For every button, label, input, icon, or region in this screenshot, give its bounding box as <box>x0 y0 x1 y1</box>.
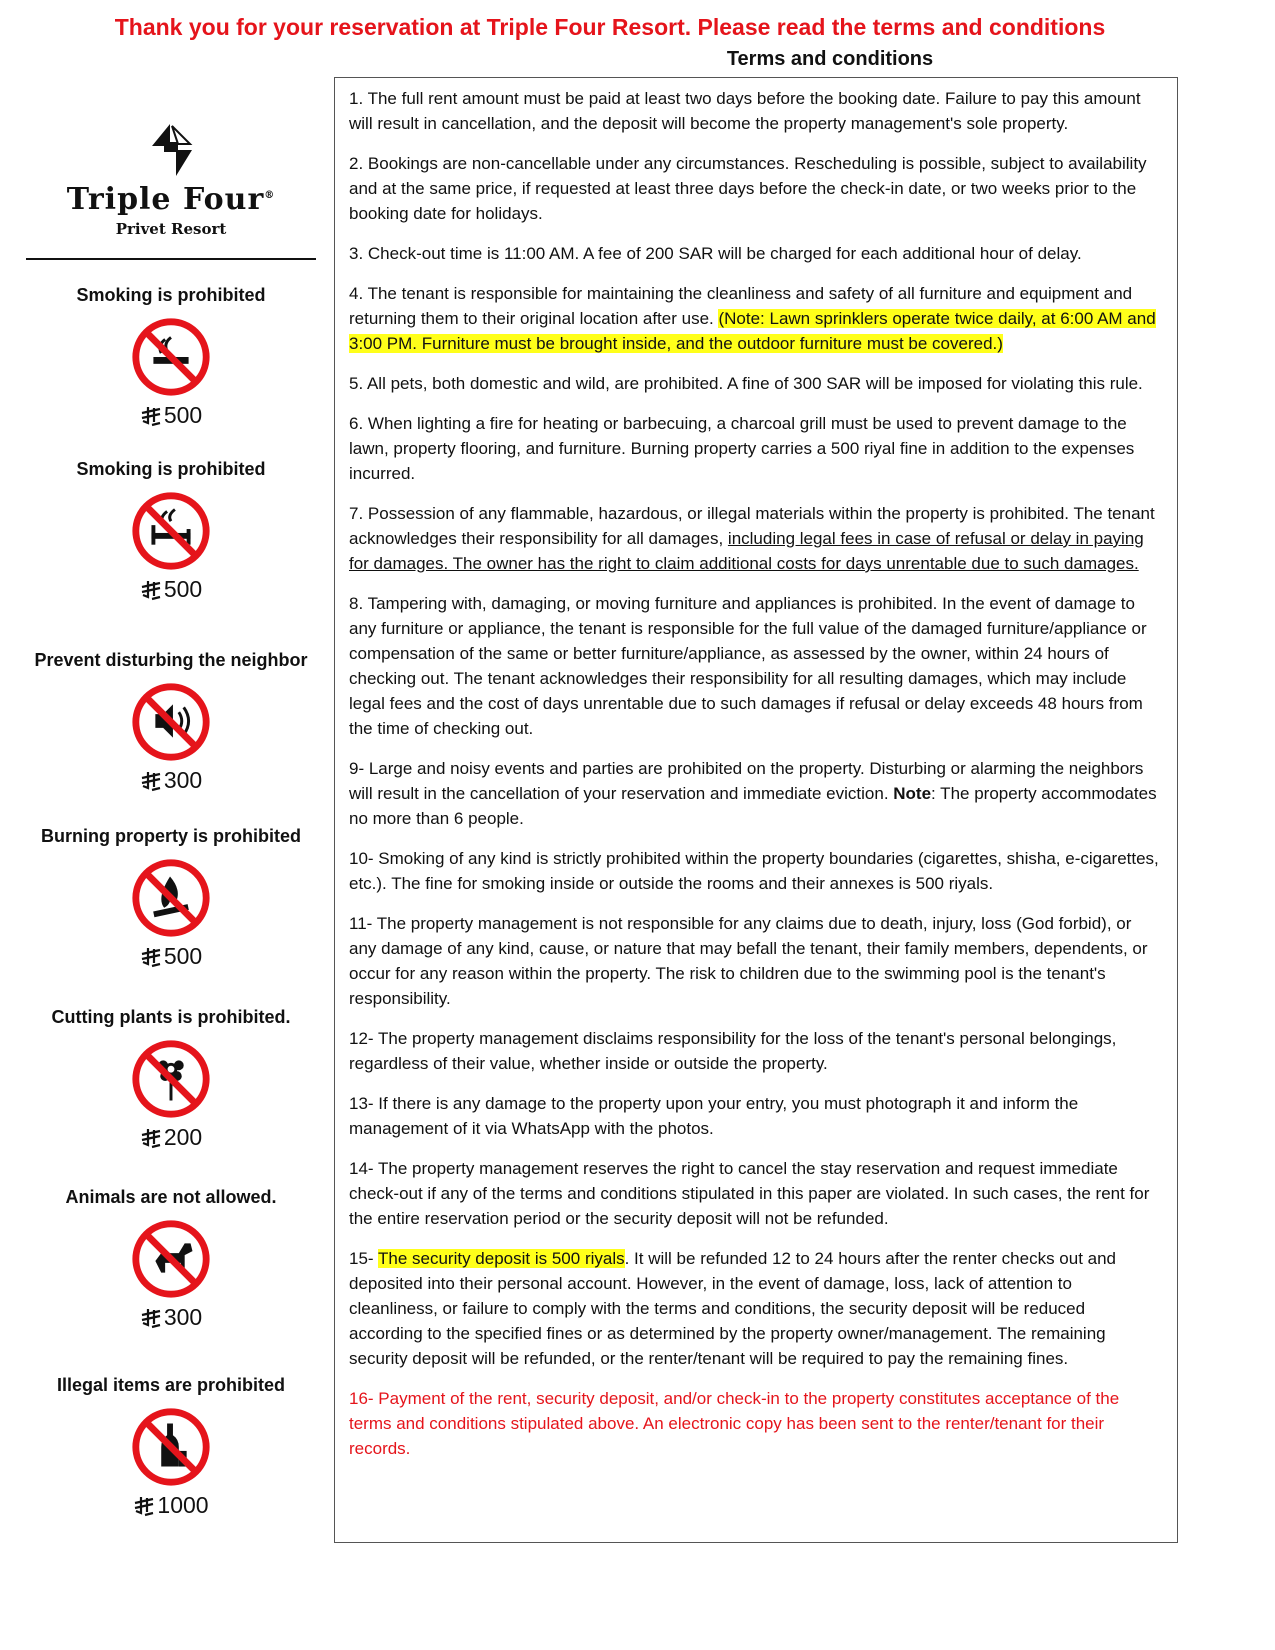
rule-title: Animals are not allowed. <box>65 1187 277 1207</box>
resort-logo <box>26 122 316 242</box>
term-12: 12- The property management disclaims responsibility for the loss of the tenant's personal belongings, regardless of their value, whether inside or outside the property. <box>349 1029 1117 1073</box>
no-smoking-icon <box>128 314 214 400</box>
no-smoking-bed-icon <box>128 488 214 574</box>
term-4-text: 4. The tenant is responsible for maintaining the cleanliness and safety of all furniture and equipment and returning them to their original location after use. <box>349 284 1133 328</box>
rule-item <box>26 285 316 429</box>
term-15-highlight: The security deposit is 500 riyals <box>378 1249 625 1268</box>
term-2: 2. Bookings are non-cancellable under any circumstances. Rescheduling is possible, subject to availability and at the same price, if requested at least three days before the check-in date, or two weeks prior to the booking date for holidays. <box>349 154 1147 223</box>
fine-amount: 500 <box>163 402 203 428</box>
term-6: 6. When lighting a fire for heating or barbecuing, a charcoal grill must be used to prevent damage to the lawn, property flooring, and furniture. Burning property carries a 500 riyal fine in addition to the expenses incurred. <box>349 414 1135 483</box>
term-1: 1. The full rent amount must be paid at least two days before the booking date. Failure to pay this amount will result in cancellation, and the deposit will become the property management's sole property. <box>349 89 1141 133</box>
riyal-sign-icon <box>140 579 162 601</box>
term-7-underlined: including legal fees in case of refusal or delay in paying for damages. The owner has the right to claim additional costs for days unrentable due to such damages. <box>349 529 1144 573</box>
term-4-highlight: (Note: Lawn sprinklers operate twice daily, at 6:00 AM and 3:00 PM. Furniture must be brought inside, and the outdoor furniture must be covered.) <box>349 309 1156 353</box>
riyal-sign-icon <box>140 946 162 968</box>
fine-amount: 300 <box>163 767 203 793</box>
term-10: 10- Smoking of any kind is strictly prohibited within the property boundaries (cigarettes, shisha, e-cigarettes, etc.). The fine for smoking inside or outside the rooms and their annexes is 500 riyals. <box>349 849 1159 893</box>
riyal-sign-icon <box>140 770 162 792</box>
rule-item <box>26 826 316 970</box>
term-4 <box>349 281 1163 356</box>
rule-fine <box>26 576 316 603</box>
term-9-text: 9- Large and noisy events and parties are prohibited on the property. Disturbing or alarming the neighbors will result in the cancellation of your reservation and immediate eviction. <box>349 759 1144 803</box>
term-8: 8. Tampering with, damaging, or moving furniture and appliances is prohibited. In the event of damage to any furniture or appliance, the tenant is responsible for the full value of the damaged furniture/appliance or compensation of the same or better furniture/appliance, as assessed by the owner, within 24 hours of checking out. The tenant acknowledges their responsibility for all resulting damages, which may include legal fees and the cost of days unrentable due to such damages if refusal or delay exceeds 48 hours from the time of checking out. <box>349 594 1147 738</box>
term-9 <box>349 756 1163 831</box>
rule-item <box>26 1187 316 1331</box>
riyal-sign-icon <box>140 1127 162 1149</box>
rule-title: Smoking is prohibited <box>76 459 266 479</box>
rule-fine <box>26 1124 316 1151</box>
rule-title: Cutting plants is prohibited. <box>51 1007 291 1027</box>
term-11: 11- The property management is not responsible for any claims due to death, injury, loss (God forbid), or any damage of any kind, cause, or nature that may befall the tenant, their family members, dependents, or occur for any reason within the property. The risk to children due to the swimming pool is the tenant's responsibility. <box>349 914 1148 1008</box>
rule-title: Burning property is prohibited <box>41 826 301 846</box>
fine-amount: 200 <box>163 1124 203 1150</box>
no-noise-icon <box>128 679 214 765</box>
no-fire-icon <box>128 855 214 941</box>
logo-name: Triple Four® <box>66 182 276 217</box>
logo-subtitle: Privet Resort <box>115 220 227 238</box>
rule-item <box>26 459 316 603</box>
fine-amount: 500 <box>163 576 203 602</box>
fine-amount: 1000 <box>157 1492 209 1518</box>
rule-fine <box>26 1492 316 1519</box>
rule-title: Smoking is prohibited <box>76 285 266 305</box>
terms-title: Terms and conditions <box>726 48 934 70</box>
no-illegal-items-icon <box>128 1404 214 1490</box>
terms-box <box>334 77 1178 1543</box>
term-14: 14- The property management reserves the right to cancel the stay reservation and request immediate check-out if any of the terms and conditions stipulated in this paper are violated. In such cases, the rent for the entire reservation period or the security deposit will not be refunded. <box>349 1159 1150 1228</box>
term-15 <box>349 1246 1163 1371</box>
term-7 <box>349 501 1163 576</box>
term-9-note: Note <box>893 784 932 803</box>
rule-title: Prevent disturbing the neighbor <box>34 650 308 670</box>
no-cutting-plants-icon <box>128 1036 214 1122</box>
term-16: 16- Payment of the rent, security deposit, and/or check-in to the property constitutes acceptance of the terms and conditions stipulated above. An electronic copy has been sent to the renter/tenant for their records. <box>349 1389 1120 1458</box>
term-7-text: 7. Possession of any flammable, hazardous, or illegal materials within the property is prohibited. The tenant acknowledges their responsibility for all damages, <box>349 504 1155 548</box>
rule-fine <box>26 1304 316 1331</box>
term-15-text: . It will be refunded 12 to 24 hours after the renter checks out and deposited into their personal account. However, in the event of damage, loss, lack of attention to cleanliness, or failure to comply with the terms and conditions, the security deposit will be reduced according to the specified fines or as determined by the property owner/management. The remaining security deposit will be refunded, or the renter/tenant will be required to pay the remaining fines. <box>349 1249 1117 1368</box>
page-headline: Thank you for your reservation at Triple Four Resort. Please read the terms and conditions <box>114 14 1106 40</box>
term-9-text-end: : The property accommodates no more than 6 people. <box>349 784 1157 828</box>
term-5: 5. All pets, both domestic and wild, are prohibited. A fine of 300 SAR will be imposed for violating this rule. <box>349 374 1143 393</box>
no-animals-icon <box>128 1216 214 1302</box>
rule-fine <box>26 767 316 794</box>
fine-amount: 500 <box>163 943 203 969</box>
riyal-sign-icon <box>140 1307 162 1329</box>
riyal-sign-icon <box>140 405 162 427</box>
term-15-num: 15- <box>349 1249 378 1268</box>
riyal-sign-icon <box>133 1495 155 1517</box>
triple-four-logo-icon <box>142 122 198 178</box>
fine-amount: 300 <box>163 1304 203 1330</box>
rule-fine <box>26 402 316 429</box>
rule-fine <box>26 943 316 970</box>
rule-item <box>26 650 316 794</box>
divider <box>26 258 316 260</box>
rule-item <box>26 1375 316 1519</box>
term-3: 3. Check-out time is 11:00 AM. A fee of 200 SAR will be charged for each additional hour of delay. <box>349 244 1082 263</box>
rule-title: Illegal items are prohibited <box>56 1375 286 1395</box>
term-13: 13- If there is any damage to the property upon your entry, you must photograph it and inform the management of it via WhatsApp with the photos. <box>349 1094 1079 1138</box>
rule-item <box>26 1007 316 1151</box>
